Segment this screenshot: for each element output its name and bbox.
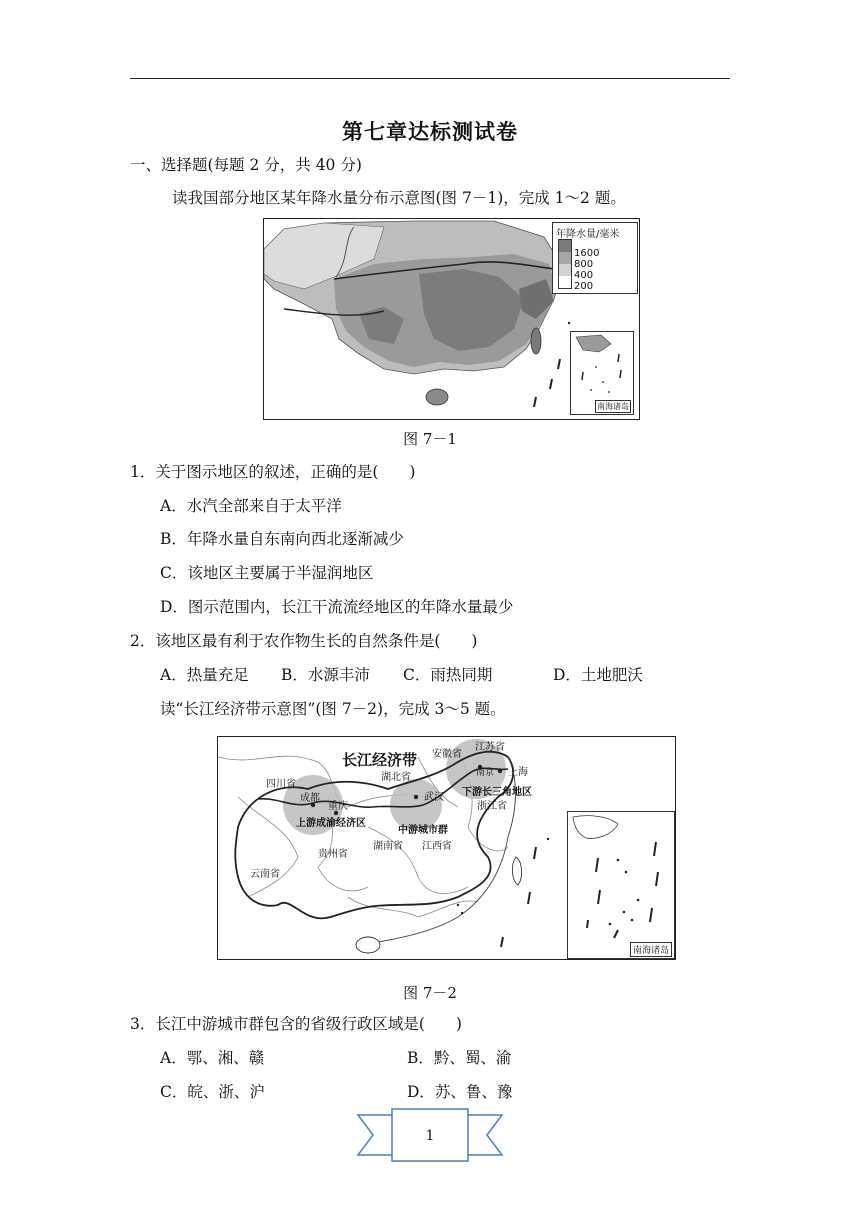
legend-item-800: 800: [574, 259, 594, 270]
question-1-stem: 1．关于图示地区的叙述，正确的是( ): [130, 463, 416, 481]
yangtze-economic-belt-map: [217, 736, 676, 960]
intro-fig2: 读“长江经济带示意图”(图 7－2)，完成 3～5 题。: [160, 700, 506, 718]
legend-swatches: [558, 239, 572, 289]
label-middle-zone: 中游城市群: [398, 825, 448, 836]
legend-swatch: [559, 264, 571, 276]
page-number: 1: [425, 1128, 435, 1144]
question-3-stem: 3．长江中游城市群包含的省级行政区域是( ): [130, 1015, 462, 1033]
q2-option-c: C．雨热同期: [403, 666, 493, 684]
south-china-sea-inset-2: [567, 811, 675, 959]
label-hunan: 湖南省: [373, 841, 403, 852]
legend-item-200: 200: [574, 281, 594, 292]
legend-item-400: 400: [574, 270, 594, 281]
inset-2-graphic: [568, 812, 674, 958]
legend-swatch: [559, 252, 571, 264]
header-rule: [130, 78, 730, 79]
q2-option-b: B．水源丰沛: [281, 666, 370, 684]
q1-option-a: A．水汽全部来自于太平洋: [160, 497, 342, 515]
q2-option-d: D．土地肥沃: [553, 666, 643, 684]
legend-item-1600: 1600: [574, 248, 600, 259]
label-sichuan: 四川省: [266, 779, 296, 790]
section-heading: 一、选择题(每题 2 分，共 40 分): [130, 156, 362, 174]
legend-title: 年降水量/毫米: [556, 229, 620, 240]
label-nanjing: 南京: [476, 768, 495, 778]
label-wuhan: 武汉: [424, 792, 444, 803]
label-anhui: 安徽省: [432, 749, 462, 760]
inset-2-label: 南海诸岛: [630, 942, 672, 957]
label-lower-zone: 下游长三角地区: [462, 787, 532, 798]
label-chengdu: 成都: [300, 793, 320, 804]
south-china-sea-inset: [570, 331, 634, 415]
label-guizhou: 贵州省: [318, 849, 348, 860]
label-yunnan: 云南省: [250, 869, 280, 880]
q1-option-c: C．该地区主要属于半湿润地区: [160, 564, 374, 582]
label-upper-zone: 上游成渝经济区: [296, 818, 366, 829]
q3-option-c: C．皖、浙、沪: [160, 1083, 265, 1101]
label-chongqing: 重庆: [328, 801, 348, 812]
legend-swatch: [559, 276, 571, 288]
label-shanghai: 上海: [508, 767, 528, 778]
q3-option-d: D．苏、鲁、豫: [407, 1083, 513, 1101]
label-hubei: 湖北省: [381, 772, 411, 783]
q3-option-a: A．鄂、湘、赣: [160, 1049, 265, 1067]
label-jiangsu: 江苏省: [475, 742, 505, 753]
precipitation-legend: [552, 222, 638, 294]
q1-option-d: D．图示范围内，长江干流流经地区的年降水量最少: [160, 598, 514, 616]
question-2-stem: 2．该地区最有利于农作物生长的自然条件是( ): [130, 632, 478, 650]
precipitation-map: [263, 218, 640, 420]
fig1-caption: 图 7－1: [403, 430, 457, 448]
q2-option-a: A．热量充足: [160, 666, 249, 684]
intro-fig1: 读我国部分地区某年降水量分布示意图(图 7－1)，完成 1～2 题。: [172, 189, 626, 207]
label-jiangxi: 江西省: [422, 841, 452, 852]
page-title: 第七章达标测试卷: [342, 120, 518, 144]
legend-swatch: [559, 240, 571, 252]
q3-option-b: B．黔、蜀、渝: [407, 1049, 512, 1067]
label-zhejiang: 浙江省: [477, 801, 507, 812]
map-title: 长江经济带: [342, 751, 418, 769]
inset-label: 南海诸岛: [597, 402, 629, 411]
q1-option-b: B．年降水量自东南向西北逐渐减少: [160, 530, 404, 548]
fig2-caption: 图 7－2: [403, 984, 457, 1002]
